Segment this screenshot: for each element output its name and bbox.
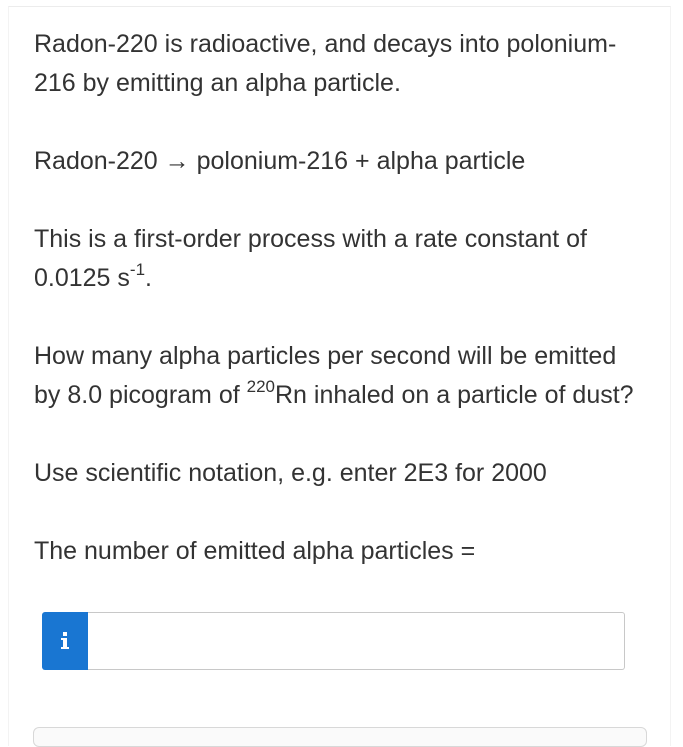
question-prompt: How many alpha particles per second will be emitted by 8.0 picogram of $^{220}$Rn inhaled on a particle of dust?: [34, 342, 634, 409]
answer-row: [42, 612, 625, 670]
info-icon: [60, 632, 70, 650]
answer-input[interactable]: [88, 612, 625, 670]
next-panel: [33, 727, 647, 747]
decay-equation: Radon-220 → polonium-216 + alpha particle: [34, 147, 526, 175]
question-content: [34, 25, 634, 571]
rate-constant-text: This is a first-order process with a rate constant of 0.0125 $s^{-1}$.: [34, 225, 587, 292]
answer-label: The number of emitted alpha particles =: [34, 537, 476, 565]
isotope-mass-number: 220: [246, 376, 275, 396]
info-button[interactable]: [42, 612, 88, 670]
notation-instruction: Use scientific notation, e.g. enter 2E3 for 2000: [34, 459, 547, 487]
question-intro: Radon-220 is radioactive, and decays into polonium-216 by emitting an alpha particle.: [34, 30, 617, 97]
rate-exponent: -1: [129, 259, 146, 279]
